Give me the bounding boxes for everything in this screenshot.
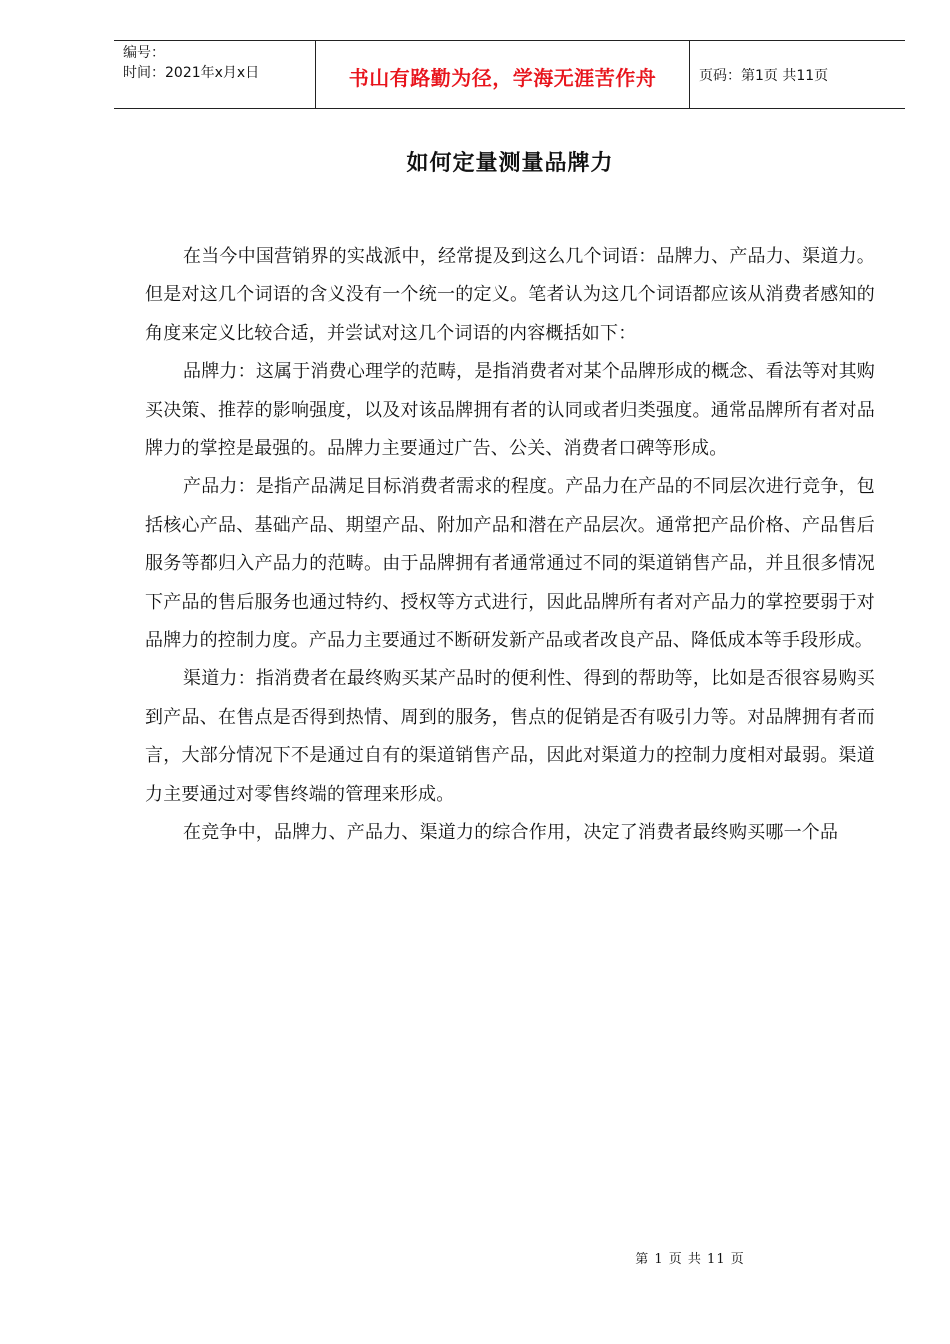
body-paragraph: 渠道力：指消费者在最终购买某产品时的便利性、得到的帮助等，比如是否很容易购买到产品、在售点是否得到热情、周到的服务，售点的促销是否有吸引力等。对品牌拥有者而言，大部分情况下不是通过自有的渠道销售产品，因此对渠道力的控制力度相对最弱。渠道力主要通过对零售终端的管理来形成。 [145,668,875,805]
header-meta-cell [114,41,316,108]
body-paragraph: 在当今中国营销界的实战派中，经常提及到这么几个词语：品牌力、产品力、渠道力。但是对这几个词语的含义没有一个统一的定义。笔者认为这几个词语都应该从消费者感知的角度来定义比较合适，并尝试对这几个词语的内容概括如下： [145,246,875,344]
document-header [114,40,905,109]
document-time-label: 时间：2021年x月x日 [123,65,260,81]
header-motto-cell [316,41,690,108]
header-page-cell [690,41,905,108]
body-paragraph: 在竞争中，品牌力、产品力、渠道力的综合作用，决定了消费者最终购买哪一个品 [183,822,839,844]
document-title: 如何定量测量品牌力 [406,151,614,176]
document-number-label: 编号： [123,45,165,61]
body-paragraph: 品牌力：这属于消费心理学的范畴，是指消费者对某个品牌形成的概念、看法等对其购买决策、推荐的影响强度，以及对该品牌拥有者的认同或者归类强度。通常品牌所有者对品牌力的掌控是最强的。品牌力主要通过广告、公关、消费者口碑等形成。 [145,361,875,460]
document-body [145,238,875,853]
header-page-info: 页码：第1页 共11页 [699,67,829,84]
page-footer: 第 1 页 共 11 页 [635,1252,745,1267]
body-paragraph: 产品力：是指产品满足目标消费者需求的程度。产品力在产品的不同层次进行竞争，包括核心产品、基础产品、期望产品、附加产品和潜在产品层次。通常把产品价格、产品售后服务等都归入产品力的范畴。由于品牌拥有者通常通过不同的渠道销售产品，并且很多情况下产品的售后服务也通过特约、授权等方式进行，因此品牌所有者对产品力的掌控要弱于对品牌力的控制力度。产品力主要通过不断研发新产品或者改良产品、降低成本等手段形成。 [145,476,875,652]
header-motto: 书山有路勤为径，学海无涯苦作舟 [348,66,657,90]
